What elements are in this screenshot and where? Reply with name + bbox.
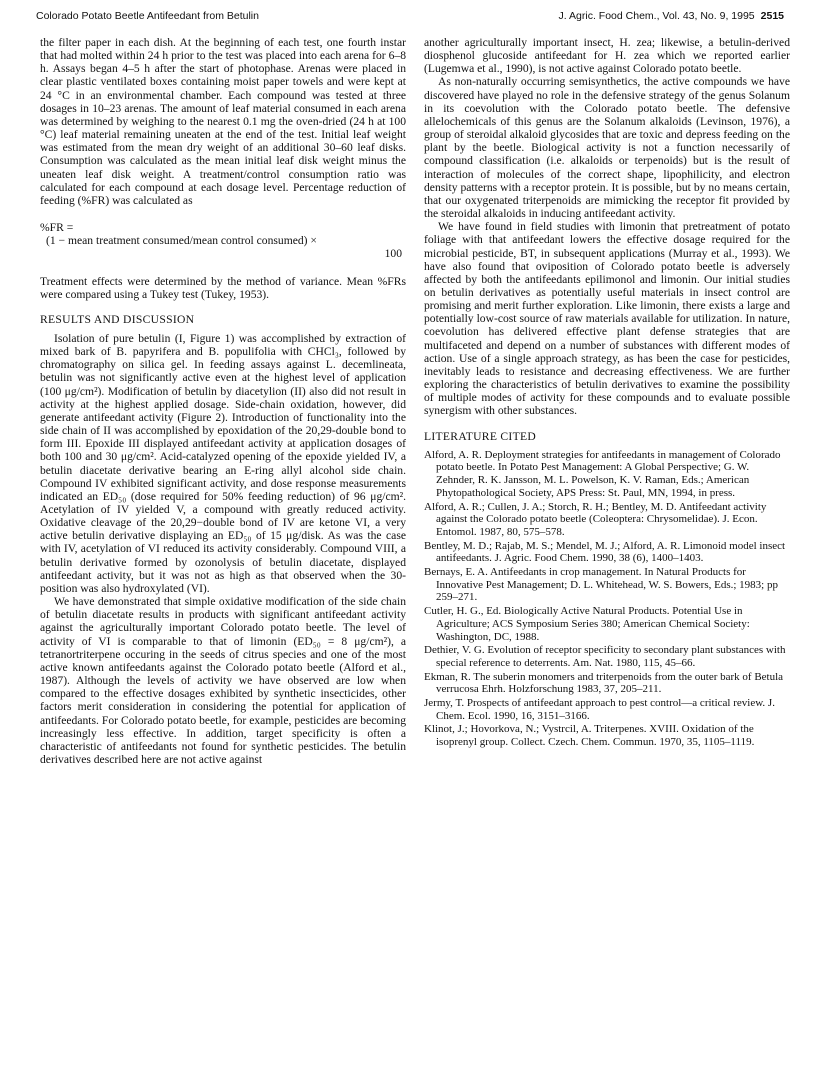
reference-item: Alford, A. R.; Cullen, J. A.; Storch, R. H.; Bentley, M. D. Antifeedant activity against the Colorado potato beetle (Coleoptera: Chrysomelidae). J. Econ. Entomol. 1987, 80, 575–578. bbox=[424, 500, 767, 538]
results-paragraph-1: Isolation of pure betulin (I, Figure 1) was accomplished by extraction of mixed bark of B. papyrifera and B. populifolia with CHCl₃, followed by chromatography on silica gel. In feeding assays against L. decemlineata, betulin was not significantly active even at the highest level of application (100 μg/cm²). Modification of betulin by diacetylion (II) also did not result in activity at the highest applied dosage. Side-chain oxidation, however, did generate antifeedant activity (Figure 2). Introduction of functionality into the side chain of II was accomplished by epoxidation of the 20,29-double bond to form III. Epoxide III displayed antifeedant activity at application dosages of both 100 and 30 μg/cm². Acid-catalyzed opening of the epoxide yielded IV, a betulin diacetate derivative bearing an E-ring allyl alcohol side chain. Compound IV exhibited significant activity, and dose response measurements indicated an ED₅₀ (dose required for 50% feeding reduction) of 96 μg/cm². Acetylation of IV yielded V, a compound with greatly reduced activity. Oxidative cleavage of the 20,29−double bond of IV are ketone VI, a very active betulin derivative displaying an ED₅₀ of 15 μg/disk. As was the case with IV, acetylation of VI reduced its activity considerably. Compound VIII, a betulin derivative formed by ozonolysis of betulin diacetate, displayed antifeedant activity, but it was not as high as that observed when the 30-position was also hydroxylated (VI). bbox=[40, 331, 406, 595]
reference-item: Klinot, J.; Hovorkova, N.; Vystrcil, A. Triterpenes. XVIII. Oxidation of the isoprenyl group. Collect. Czech. Chem. Commun. 1970, 35, 1105–1119. bbox=[424, 723, 755, 749]
methods-paragraph: the filter paper in each dish. At the beginning of each test, one fourth instar that had molted within 24 h prior to the test was placed into each arena for 6–8 h. Assays began 4–5 h after the start of photophase. Arenas were placed in clear plastic ventilated boxes containing moist paper towels and were kept at 24 °C in an environmental chamber. Each compound was tested at three dosages in 10–23 arenas. The amount of leaf material consumed in each arena was determined by weighing to the nearest 0.1 mg the oven-dried (24 h at 100 °C) leaf material remaining uneaten at the end of the test. Initial leaf weight was estimated from the mean dry weight of an additional 30–60 leaf disks. Consumption was calculated as the mean initial leaf disk weight minus the uneaten leaf disk weight. A treatment/control consumption ratio was calculated for each compound at each dosage level. Percentage reduction of feeding (%FR) was calculated as bbox=[40, 36, 406, 207]
right-column bbox=[424, 36, 790, 750]
equation-lhs: %FR = bbox=[40, 221, 74, 235]
statistics-paragraph: Treatment effects were determined by the method of variance. Mean %FRs were compared using a Tukey test (Tukey, 1953). bbox=[40, 274, 406, 301]
running-title: Colorado Potato Beetle Antifeedant from Betulin bbox=[36, 10, 259, 22]
reference-item: Ekman, R. The suberin monomers and triterpenoids from the outer bark of Betula verrucosa Ehrh. Holzforschung 1983, 37, 205–211. bbox=[424, 670, 784, 696]
discussion-paragraph-2: As non-naturally occurring semisynthetics, the active compounds we have discovered have played no role in the defensive strategy of the genus Solanum in its coevolution with the Colorado potato beetle. The defensive allelochemicals of this genus are the Solanum alkaloids (Levinson, 1976), a group of steroidal alkaloid glycosides that are toxic and depress feeding on the plant by the beetle. Biological activity is not a function necessarily of compound classification (i.e. alkaloids or terpenoids) but is the result of interaction of molecules of the correct shape, lipophilicity, and electron density patterns with a receptor protein. It is possible, but by no means certain, that our oxygenated triterpenoids are mimicking the receptor fit provided by the steroidal alkaloids in inducing antifeedant activity. bbox=[424, 75, 790, 221]
results-paragraph-2: We have demonstrated that simple oxidative modification of the side chain of betulin diacetate results in products with significant antifeedant activity against the agriculturally important Colorado potato beetle. The level of activity of VI is comparable to that of limonin (ED₅₀ = 8 μg/cm²), a tetranortriterpene occuring in the seeds of citrus species and one of the most active known antifeedants against the Colorado potato beetle (Alford et al., 1987). Although the levels of activity we have observed are low when compared to the effective dosages exhibited by synthetic insecticides, other factors merit consideration in considering the potential for application of antifeedants. For Colorado potato beetle, for example, pesticides are becoming increasingly less effective. In addition, target specificity is often a characteristic of antifeedants not found for synthetic pesticides. The betulin derivatives described here are not active against bbox=[40, 595, 406, 766]
journal-citation bbox=[559, 10, 784, 22]
reference-item: Bernays, E. A. Antifeedants in crop management. In Natural Products for Innovative Pest Management; D. L. Whitehead, W. S. Bowers, Eds.; 1983; pp 259–271. bbox=[424, 566, 778, 604]
page-number: 2515 bbox=[760, 10, 784, 22]
literature-heading: LITERATURE CITED bbox=[424, 429, 537, 443]
equation-rhs: (1 − mean treatment consumed/mean control consumed) × bbox=[46, 234, 317, 248]
left-column bbox=[40, 36, 406, 766]
reference-item: Bentley, M. D.; Rajab, M. S.; Mendel, M. J.; Alford, A. R. Limonoid model insect antifeedants. J. Agric. Food Chem. 1990, 38 (6), 1400–1403. bbox=[424, 539, 786, 565]
reference-item: Alford, A. R. Deployment strategies for antifeedants in management of Colorado potato beetle. In Potato Pest Management: A Global Perspective; G. W. Zehnder, R. K. Jansson, M. L. Powelson, K. V. Raman, Eds.; American Phytopathological Society, APS Press: St. Paul, MN, 1994, in press. bbox=[424, 448, 781, 499]
results-heading: RESULTS AND DISCUSSION bbox=[40, 312, 195, 326]
reference-list bbox=[424, 449, 790, 749]
reference-item: Dethier, V. G. Evolution of receptor specificity to secondary plant substances with special reference to deterrents. Am. Nat. 1980, 115, 45–66. bbox=[424, 644, 786, 669]
continued-paragraph: another agriculturally important insect, H. zea; likewise, a betulin-derived diosphenol glucoside antifeedant for H. zea which we reported earlier (Lugemwa et al., 1990), is not active against Colorado potato beetle. bbox=[424, 36, 790, 76]
discussion-paragraph-3: We have found in field studies with limonin that pretreatment of potato foliage with that antifeedant lowers the effective dosage required for the microbial pesticide, BT, in subsequent applications (Murray et al., 1993). We have also found that oviposition of Colorado potato beetle is adversely affected by both the antifeedants epilimonol and limonin. Our initial studies on betulin derivatives as potentially useful materials in insect control are promising and merit further exploration. Like limonin, there exists a large and potentially low-cost source of raw materials available for utilization. In nature, coevolution has delivered effective plant defense strategies that are multifaceted and depend on a number of substances with different modes of action. Use of a single approach strategy, as has been the case for pesticides, inevitably leads to resistance and decreasing effectiveness. We are further exploring the characteristics of betulin derivatives to examine the possibility of multiple modes of activity for these compounds and to evaluate possible synergism with other substances. bbox=[424, 220, 790, 418]
journal-name: J. Agric. Food Chem., Vol. 43, No. 9, 1995 bbox=[558, 10, 755, 22]
running-header bbox=[36, 10, 784, 28]
reference-item: Jermy, T. Prospects of antifeedant approach to pest control—a critical review. J. Chem. Ecol. 1990, 16, 3151–3166. bbox=[424, 697, 775, 722]
feeding-reduction-equation bbox=[40, 221, 406, 260]
equation-factor: 100 bbox=[384, 247, 402, 261]
reference-item: Cutler, H. G., Ed. Biologically Active Natural Products. Potential Use in Agriculture; ACS Symposium Series 380; American Chemical Society: Washington, DC, 1988. bbox=[424, 605, 750, 643]
